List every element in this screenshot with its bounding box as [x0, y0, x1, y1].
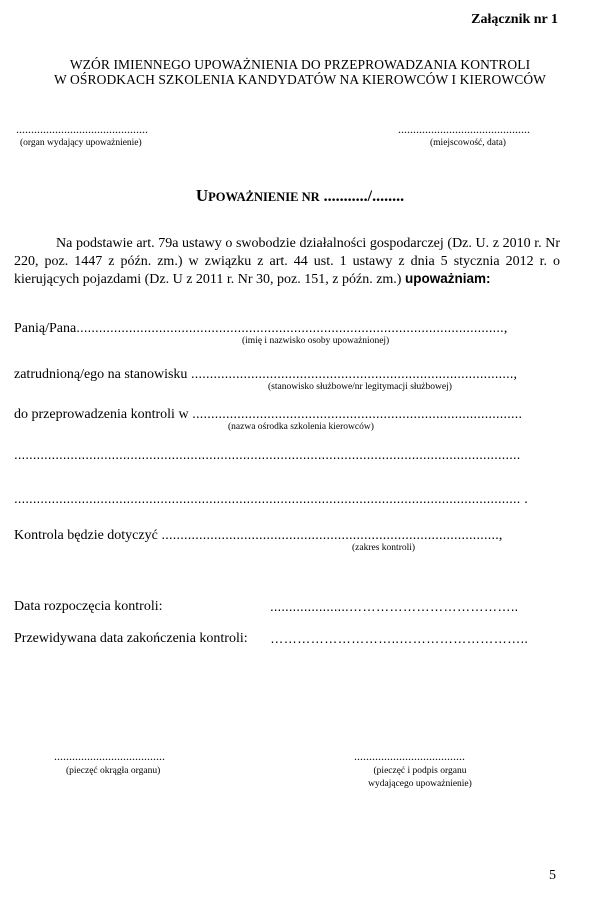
heading-number: .........../........	[319, 188, 405, 205]
stamp-field: .....................................	[54, 749, 165, 763]
scope-row	[14, 527, 502, 544]
start-date-field: .....................………………………………..	[270, 599, 519, 614]
place-date-field: ............................................	[398, 122, 530, 136]
position-comma: ,	[513, 367, 517, 382]
person-caption: (imię i nazwisko osoby upoważnionej)	[242, 336, 390, 346]
authorization-heading	[0, 186, 600, 206]
blank-line: .......................................................................................................................................	[14, 447, 521, 462]
scope-caption: (zakres kontroli)	[352, 543, 416, 553]
issuer-field: ............................................	[16, 122, 148, 136]
authorize-keyword: upoważniam:	[404, 271, 491, 286]
signature-field: .....................................	[354, 749, 465, 763]
heading-first-letter: U	[195, 186, 209, 205]
legal-basis-text: Na podstawie art. 79a ustawy o swobodzie działalności gospodarczej (Dz. U. z 2010 r. Nr 220, poz. 1447 z późn. zm.) w związku z art. 44 ust. 1 ustawy z dnia 5 stycznia 2012 r. o kierujących pojazdami (Dz. U z 2011 r. Nr 30, poz. 151, z późn. zm.)	[14, 236, 560, 287]
issuer-caption: (organ wydający upoważnienie)	[20, 138, 142, 148]
position-row	[14, 366, 517, 383]
signature-caption-line2: wydającego upoważnienie)	[368, 779, 472, 789]
person-row	[14, 320, 507, 337]
control-label: do przeprowadzenia kontroli w	[14, 407, 193, 422]
person-comma: ,	[503, 321, 508, 336]
annex-label: Załącznik nr 1	[471, 12, 558, 27]
scope-field: ..........................................................................................	[161, 527, 499, 542]
page-number: 5	[549, 868, 556, 883]
scope-comma: ,	[498, 528, 503, 543]
control-row	[14, 406, 522, 423]
stamp-caption: (pieczęć okrągła organu)	[66, 766, 161, 776]
scope-label: Kontrola będzie dotyczyć	[14, 528, 162, 543]
control-caption: (nazwa ośrodka szkolenia kierowców)	[228, 422, 374, 432]
signature-caption-line1: (pieczęć i podpis organu	[373, 766, 467, 776]
control-field: ........................................................................................	[192, 406, 523, 421]
person-field: ..................................................................................................................	[76, 320, 504, 335]
position-field: ......................................................................................	[190, 366, 514, 381]
person-label: Panią/Pana	[14, 321, 77, 336]
document-title-line1: WZÓR IMIENNEGO UPOWAŻNIENIA DO PRZEPROWADZANIA KONTROLI	[69, 57, 531, 72]
position-label: zatrudnioną/ego na stanowisku	[14, 367, 191, 382]
end-date-field: ………………………..………………………..	[270, 631, 529, 646]
blank-line: ....................................................................................................................................... .	[14, 491, 528, 506]
heading-rest: POWAŻNIENIE NR	[208, 190, 320, 204]
document-title-line2: W OŚRODKACH SZKOLENIA KANDYDATÓW NA KIEROWCÓW I KIEROWCÓW	[53, 72, 547, 87]
start-date-label: Data rozpoczęcia kontroli:	[14, 599, 163, 614]
end-date-label: Przewidywana data zakończenia kontroli:	[14, 631, 248, 646]
legal-basis-paragraph	[14, 235, 560, 289]
position-caption: (stanowisko służbowe/nr legitymacji służbowej)	[268, 382, 452, 392]
place-date-caption: (miejscowość, data)	[430, 138, 506, 148]
